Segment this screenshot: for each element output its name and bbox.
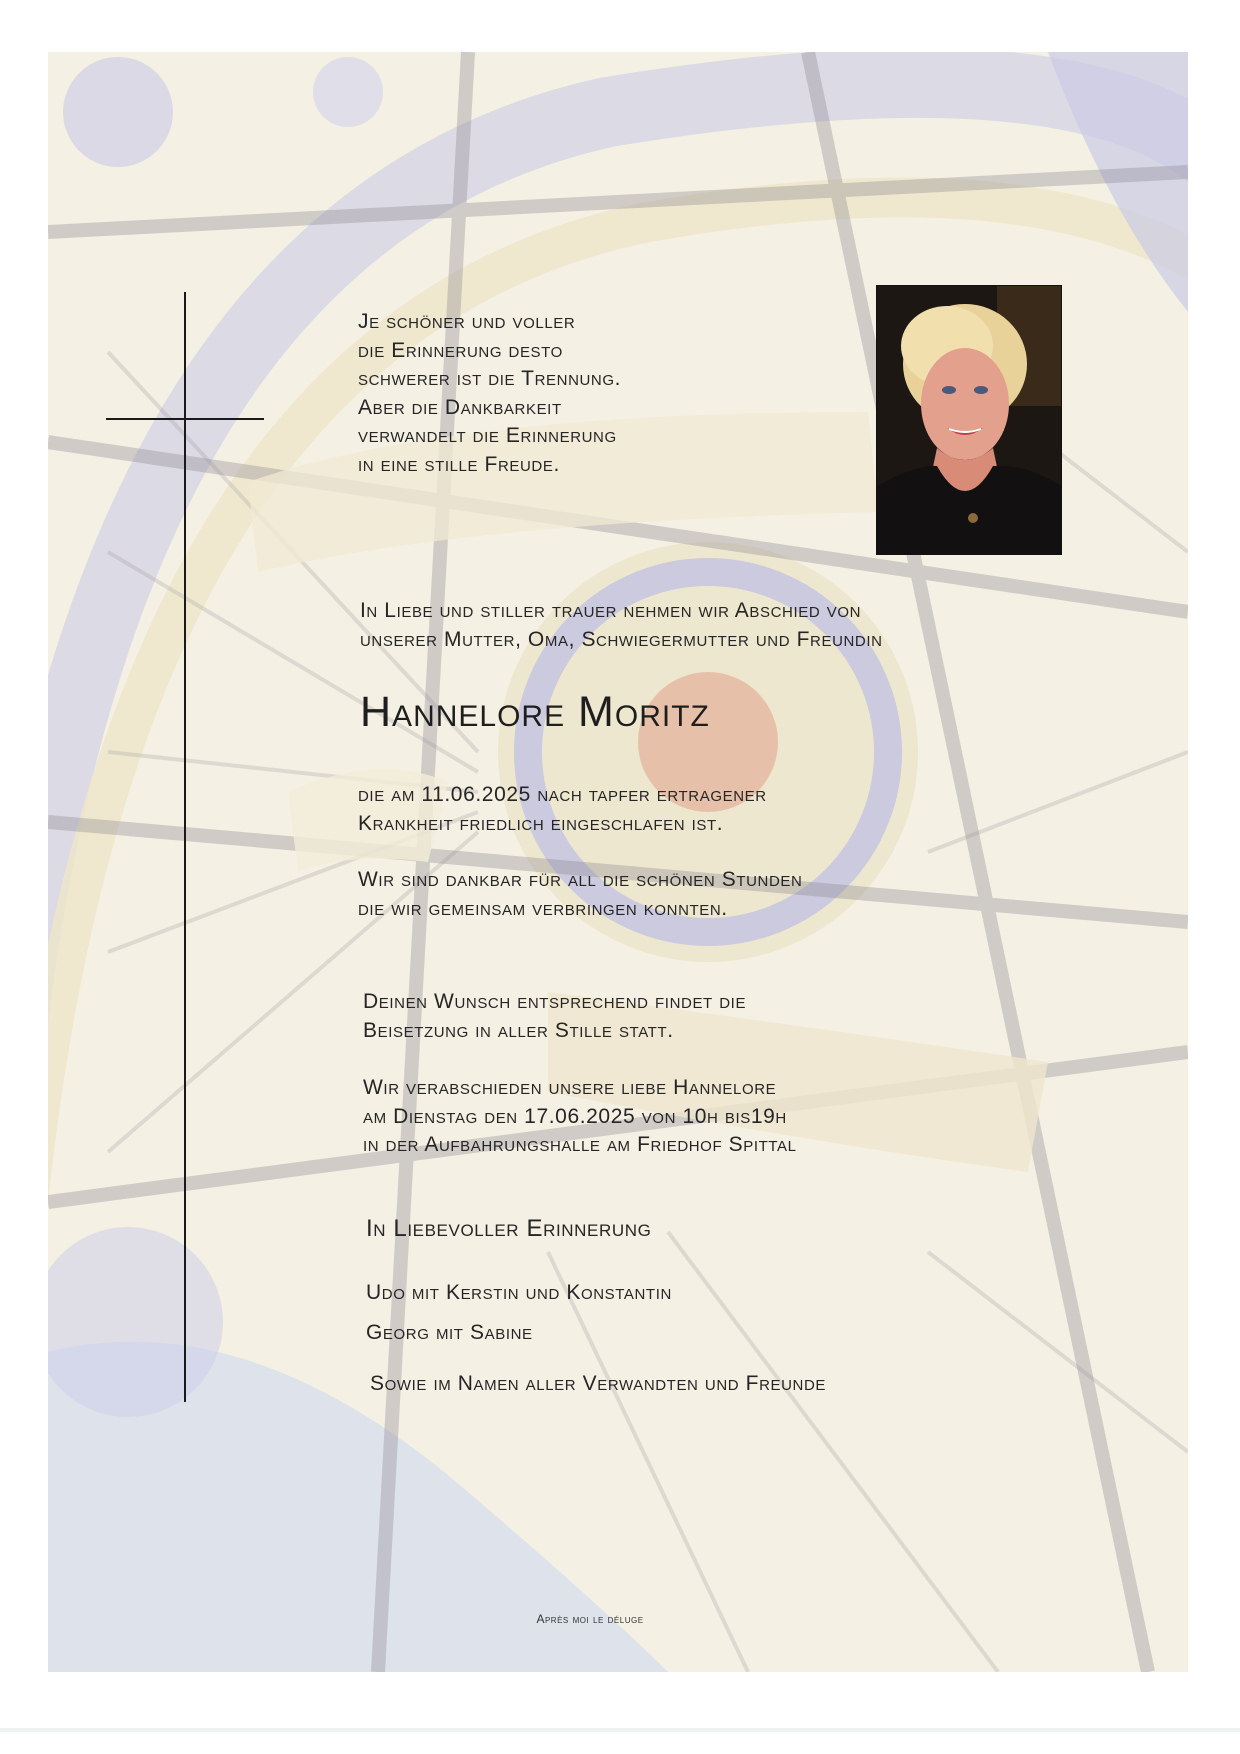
memorial-quote	[358, 308, 621, 479]
death-notice	[358, 781, 767, 838]
mourner-entry: Georg mit Sabine	[366, 1321, 533, 1344]
quote-line: verwandelt die Erinnerung	[358, 424, 617, 447]
quote-line: Aber die Dankbarkeit	[358, 395, 562, 419]
gratitude-line: Wir sind dankbar für all die schönen Stunden	[358, 868, 803, 891]
death-line: Krankheit friedlich eingeschlafen ist.	[358, 811, 724, 835]
gratitude-text	[358, 866, 802, 923]
quote-line: schwerer ist die Trennung.	[358, 367, 622, 390]
intro-line: unserer Mutter, Oma, Schwiegermutter und Freundin	[360, 627, 883, 651]
mourners-list	[366, 1273, 672, 1353]
footer-motto: Après moi le déluge	[536, 1612, 644, 1626]
scan-edge	[0, 1728, 1240, 1732]
burial-line: Deinen Wunsch entsprechend findet die	[363, 990, 747, 1013]
quote-line: Je schöner und voller	[358, 310, 576, 333]
portrait-photo	[876, 285, 1062, 555]
death-line: die am 11.06.2025 nach tapfer ertragener	[358, 783, 767, 806]
quote-line: die Erinnerung desto	[358, 338, 563, 362]
gratitude-line: die wir gemeinsam verbringen konnten.	[358, 896, 728, 920]
intro-text	[360, 597, 883, 654]
farewell-text	[363, 1074, 797, 1160]
intro-line: In Liebe und stiller trauer nehmen wir Abschied von	[360, 599, 862, 622]
cross-icon	[184, 292, 186, 1402]
quote-line: in eine stille Freude.	[358, 452, 560, 476]
cross-icon-arm	[106, 418, 264, 420]
farewell-line: Wir verabschieden unsere liebe Hannelore	[363, 1076, 777, 1099]
farewell-line: in der Aufbahrungshalle am Friedhof Spittal	[363, 1133, 797, 1156]
memory-heading: In Liebevoller Erinnerung	[366, 1215, 652, 1242]
mourner-entry: Udo mit Kerstin und Konstantin	[366, 1281, 672, 1304]
closing-line: Sowie im Namen aller Verwandten und Freunde	[370, 1372, 827, 1395]
burial-line: Beisetzung in aller Stille statt.	[363, 1018, 674, 1042]
burial-text	[363, 988, 746, 1045]
deceased-name: Hannelore Moritz	[360, 688, 710, 736]
farewell-line: am Dienstag den 17.06.2025 von 10h bis19h	[363, 1104, 787, 1128]
